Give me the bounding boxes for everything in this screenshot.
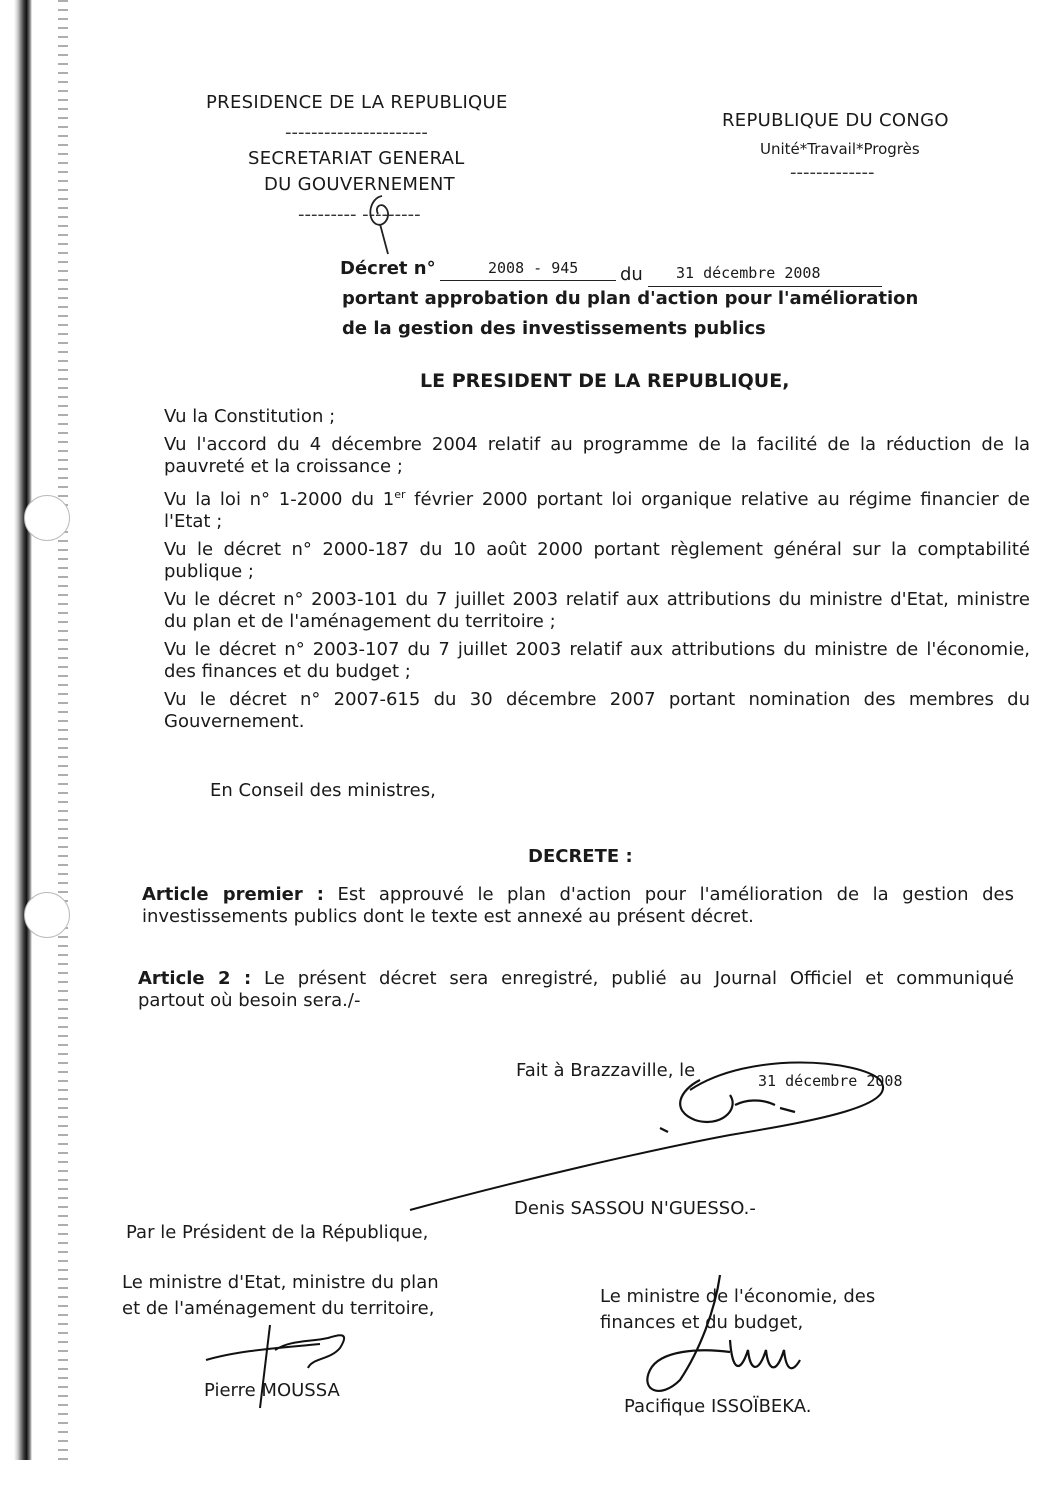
header-republique: REPUBLIQUE DU CONGO	[722, 110, 949, 131]
visa-line: Vu la loi n° 1-2000 du 1er février 2000 portant loi organique relative au régime financier de	[164, 488, 1030, 510]
punch-hole	[24, 495, 70, 541]
decree-du: du	[620, 264, 643, 285]
decree-subject-line2: de la gestion des investissements publics	[342, 318, 766, 339]
council-line: En Conseil des ministres,	[210, 780, 436, 801]
binder-edge	[14, 0, 32, 1460]
initials-mark	[362, 188, 402, 258]
visa-line: publique ;	[164, 561, 254, 582]
visa-line: pauvreté et la croissance ;	[164, 456, 403, 477]
minister-right-name: Pacifique ISSOÏBEKA.	[624, 1396, 812, 1417]
decree-date-underline	[648, 286, 882, 287]
decree-prefix: Décret n°	[340, 258, 436, 279]
article-label: Article 2 :	[138, 968, 252, 989]
header-separator: -------------	[790, 162, 875, 183]
visa-line: Vu le décret n° 2003-107 du 7 juillet 2003 relatif aux attributions du ministre de l'économie,	[164, 639, 1030, 660]
decree-number: 2008 - 945	[488, 259, 579, 277]
decree-subject-line1: portant approbation du plan d'action pour l'amélioration	[342, 288, 919, 309]
par-le-president: Par le Président de la République,	[126, 1222, 429, 1243]
fait-a-brazzaville: Fait à Brazzaville, le	[516, 1060, 696, 1081]
header-presidence: PRESIDENCE DE LA REPUBLIQUE	[206, 92, 508, 113]
header-secretariat: SECRETARIAT GENERAL	[248, 148, 465, 169]
article-label: Article premier :	[142, 884, 324, 905]
signature-date: 31 décembre 2008	[758, 1072, 903, 1090]
visa-line: Gouvernement.	[164, 711, 305, 732]
minister-left-title-line2: et de l'aménagement du territoire,	[122, 1298, 435, 1319]
decree-number-underline	[440, 280, 616, 281]
visa-line: du plan et de l'aménagement du territoire ;	[164, 611, 556, 632]
binder-perforation	[58, 0, 68, 1460]
visa-line: Vu l'accord du 4 décembre 2004 relatif au programme de la facilité de la réduction de la	[164, 434, 1030, 455]
header-gouvernement: DU GOUVERNEMENT	[264, 174, 455, 195]
article-premier: Article premier : Est approuvé le plan d'action pour l'amélioration de la gestion des investissements publics dont le texte est annexé au présent décret.	[142, 884, 1015, 927]
header-separator: ----------------------	[285, 122, 428, 143]
visa-line: Vu le décret n° 2000-187 du 10 août 2000 portant règlement général sur la comptabilité	[164, 539, 1030, 560]
visa-line: Vu la Constitution ;	[164, 406, 336, 427]
header-separator: --------- ---------	[298, 204, 421, 225]
president-heading: LE PRESIDENT DE LA REPUBLIQUE,	[420, 370, 790, 392]
visa-line: l'Etat ;	[164, 511, 223, 532]
visas-block	[164, 406, 1030, 733]
visa-line: Vu le décret n° 2007-615 du 30 décembre 2007 portant nomination des membres du	[164, 689, 1030, 710]
decree-date: 31 décembre 2008	[676, 264, 821, 282]
minister-left-title-line1: Le ministre d'Etat, ministre du plan	[122, 1272, 439, 1293]
visa-line: Vu le décret n° 2003-101 du 7 juillet 2003 relatif aux attributions du ministre d'Etat, ministre	[164, 589, 1030, 610]
minister-right-title-line2: finances et du budget,	[600, 1312, 804, 1333]
president-signature	[400, 1050, 920, 1220]
minister-left-name: Pierre MOUSSA	[204, 1380, 340, 1401]
header-motto: Unité*Travail*Progrès	[760, 140, 920, 158]
visa-line: des finances et du budget ;	[164, 661, 411, 682]
president-name: Denis SASSOU N'GUESSO.-	[514, 1198, 756, 1219]
punch-hole	[24, 892, 70, 938]
minister-right-title-line1: Le ministre de l'économie, des	[600, 1286, 876, 1307]
decrete-heading: DECRETE :	[528, 846, 633, 867]
article-2: Article 2 : Le présent décret sera enregistré, publié au Journal Officiel et communiqué partout où besoin sera./-	[138, 968, 1014, 1011]
minister-right-signature	[620, 1270, 840, 1410]
